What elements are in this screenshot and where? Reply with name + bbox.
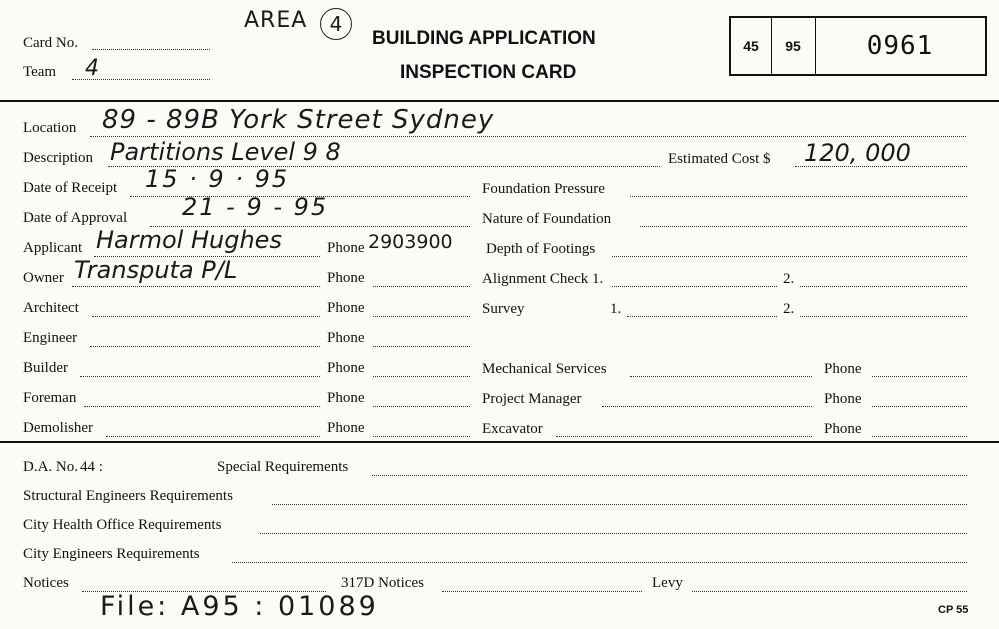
city-health-label: City Health Office Requirements <box>23 517 222 533</box>
levy-label: Levy <box>652 575 683 591</box>
notices-317d-label: 317D Notices <box>341 575 424 591</box>
excavator-label: Excavator <box>482 421 543 437</box>
team-value[interactable]: 4 <box>85 56 99 81</box>
owner-phone-label: Phone <box>327 270 365 286</box>
architect-line[interactable] <box>92 316 320 317</box>
depth-of-footings-label: Depth of Footings <box>486 241 596 257</box>
depth-of-footings-line[interactable] <box>612 256 967 257</box>
estimated-cost-value[interactable]: 120, 000 <box>804 139 911 167</box>
city-engineers-label: City Engineers Requirements <box>23 546 200 562</box>
foreman-phone-label: Phone <box>327 390 365 406</box>
notices-label: Notices <box>23 575 69 591</box>
description-label: Description <box>23 150 93 166</box>
builder-label: Builder <box>23 360 68 376</box>
foundation-pressure-line[interactable] <box>630 196 967 197</box>
engineer-label: Engineer <box>23 330 78 346</box>
builder-line[interactable] <box>80 376 320 377</box>
form-code: CP 55 <box>938 604 969 616</box>
project-manager-line[interactable] <box>602 406 812 407</box>
requirements-divider <box>0 441 999 443</box>
location-value[interactable]: 89 - 89B York Street Sydney <box>102 105 495 135</box>
notices-317d-line[interactable] <box>442 591 642 592</box>
survey-label: Survey <box>482 301 525 317</box>
mechanical-services-line[interactable] <box>630 376 812 377</box>
date-of-receipt-value[interactable]: 15 · 9 · 95 <box>145 165 290 193</box>
engineer-phone-line[interactable] <box>373 346 470 347</box>
city-health-line[interactable] <box>260 533 967 534</box>
alignment-check-2-line[interactable] <box>800 286 967 287</box>
alignment-check-1-line[interactable] <box>612 286 777 287</box>
engineer-phone-label: Phone <box>327 330 365 346</box>
architect-phone-line[interactable] <box>373 316 470 317</box>
card-number-box <box>729 16 987 76</box>
demolisher-label: Demolisher <box>23 420 93 436</box>
mechanical-services-phone-line[interactable] <box>872 376 967 377</box>
location-line <box>90 136 966 137</box>
project-manager-phone-label: Phone <box>824 391 862 407</box>
da-no-label: D.A. No. <box>23 459 78 475</box>
applicant-value[interactable]: Harmol Hughes <box>96 226 282 254</box>
nature-of-foundation-label: Nature of Foundation <box>482 211 612 227</box>
alignment-check-label: Alignment Check 1. <box>482 271 604 287</box>
demolisher-phone-line[interactable] <box>373 436 470 437</box>
area-number-circle: 4 <box>320 8 352 40</box>
architect-label: Architect <box>23 300 79 316</box>
foreman-label: Foreman <box>23 390 77 406</box>
applicant-label: Applicant <box>23 240 83 256</box>
project-manager-label: Project Manager <box>482 391 582 407</box>
foreman-line[interactable] <box>84 406 320 407</box>
date-of-receipt-label: Date of Receipt <box>23 180 118 196</box>
description-value[interactable]: Partitions Level 9 8 <box>110 138 341 166</box>
form-title-line1: BUILDING APPLICATION <box>372 28 596 49</box>
card-no-label: Card No. <box>23 35 78 51</box>
structural-engineers-line[interactable] <box>272 504 967 505</box>
architect-phone-label: Phone <box>327 300 365 316</box>
form-title-line2: INSPECTION CARD <box>400 62 577 83</box>
nature-of-foundation-line[interactable] <box>640 226 967 227</box>
owner-line <box>72 286 320 287</box>
da-no-value[interactable]: 44 : <box>80 459 103 475</box>
card-number: 0961 <box>866 31 934 61</box>
survey-2-line[interactable] <box>800 316 967 317</box>
team-label: Team <box>23 64 57 80</box>
header-divider <box>0 100 999 102</box>
special-requirements-label: Special Requirements <box>217 459 349 475</box>
excavator-line[interactable] <box>556 436 812 437</box>
builder-phone-line[interactable] <box>373 376 470 377</box>
alignment-check-2-label: 2. <box>783 271 795 287</box>
demolisher-line[interactable] <box>106 436 320 437</box>
demolisher-phone-label: Phone <box>327 420 365 436</box>
file-note: File: A95 : 01089 <box>100 591 379 622</box>
excavator-phone-line[interactable] <box>872 436 967 437</box>
structural-engineers-label: Structural Engineers Requirements <box>23 488 233 504</box>
survey-1-line[interactable] <box>627 316 777 317</box>
owner-value[interactable]: Transputa P/L <box>74 256 238 284</box>
card-no-line[interactable] <box>92 49 210 50</box>
mechanical-services-label: Mechanical Services <box>482 361 607 377</box>
applicant-phone-label: Phone <box>327 240 365 256</box>
city-engineers-line[interactable] <box>232 562 967 563</box>
year-b: 95 <box>771 18 816 74</box>
survey-1-label: 1. <box>610 301 622 317</box>
engineer-line[interactable] <box>90 346 320 347</box>
mechanical-services-phone-label: Phone <box>824 361 862 377</box>
builder-phone-label: Phone <box>327 360 365 376</box>
project-manager-phone-line[interactable] <box>872 406 967 407</box>
foreman-phone-line[interactable] <box>373 406 470 407</box>
estimated-cost-label: Estimated Cost $ <box>668 151 771 167</box>
levy-line[interactable] <box>692 591 967 592</box>
owner-phone-line[interactable] <box>373 286 470 287</box>
survey-2-label: 2. <box>783 301 795 317</box>
area-note: AREA <box>244 8 308 33</box>
year-a: 45 <box>731 18 772 74</box>
date-of-approval-value[interactable]: 21 - 9 - 95 <box>182 193 329 221</box>
special-requirements-line[interactable] <box>372 475 967 476</box>
owner-label: Owner <box>23 270 64 286</box>
foundation-pressure-label: Foundation Pressure <box>482 181 605 197</box>
date-of-approval-label: Date of Approval <box>23 210 128 226</box>
excavator-phone-label: Phone <box>824 421 862 437</box>
location-label: Location <box>23 120 77 136</box>
applicant-phone-value[interactable]: 2903900 <box>368 231 453 253</box>
